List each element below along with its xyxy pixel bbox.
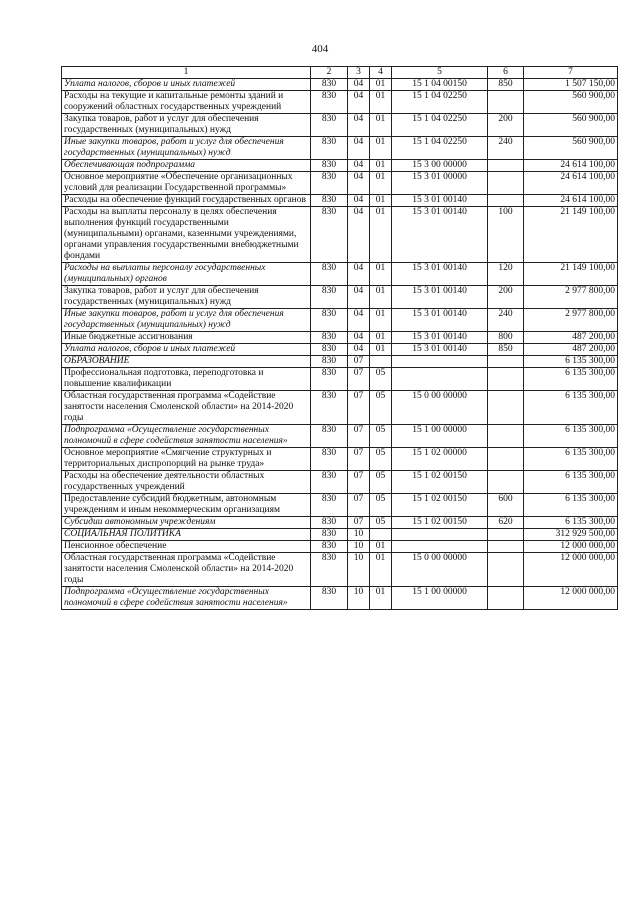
row-target-code <box>392 356 488 368</box>
row-grbs: 830 <box>311 368 348 391</box>
table-row <box>62 471 618 494</box>
table-row <box>62 356 618 368</box>
row-expense-type <box>488 471 524 494</box>
row-target-code: 15 3 01 00140 <box>392 344 488 356</box>
row-expense-type <box>488 425 524 448</box>
row-razdel: 04 <box>348 344 370 356</box>
table-row <box>62 114 618 137</box>
row-name: ОБРАЗОВАНИЕ <box>62 356 311 368</box>
row-podrazdel <box>370 529 392 541</box>
row-target-code <box>392 541 488 553</box>
budget-table <box>61 66 618 610</box>
row-podrazdel: 01 <box>370 195 392 207</box>
row-name: Субсидии автономным учреждениям <box>62 517 311 529</box>
row-razdel: 04 <box>348 91 370 114</box>
row-razdel: 04 <box>348 332 370 344</box>
row-podrazdel: 05 <box>370 425 392 448</box>
row-name: Закупка товаров, работ и услуг для обеспечения государственных (муниципальных) нужд <box>62 286 311 309</box>
row-name: Областная государственная программа «Содействие занятости населения Смоленской области» на 2014-2020 годы <box>62 391 311 425</box>
header-col-4: 4 <box>370 67 392 79</box>
row-razdel: 04 <box>348 263 370 286</box>
row-name: Подпрограмма «Осуществление государственных полномочий в сфере содействия занятости населения» <box>62 587 311 610</box>
row-expense-type: 600 <box>488 494 524 517</box>
row-expense-type <box>488 356 524 368</box>
row-grbs: 830 <box>311 529 348 541</box>
row-expense-type <box>488 529 524 541</box>
row-amount: 6 135 300,00 <box>524 448 618 471</box>
row-expense-type: 200 <box>488 114 524 137</box>
row-podrazdel: 01 <box>370 263 392 286</box>
row-amount: 12 000 000,00 <box>524 541 618 553</box>
row-amount: 6 135 300,00 <box>524 368 618 391</box>
row-podrazdel: 01 <box>370 332 392 344</box>
row-podrazdel: 05 <box>370 368 392 391</box>
row-amount: 487 200,00 <box>524 344 618 356</box>
row-grbs: 830 <box>311 79 348 91</box>
row-amount: 560 900,00 <box>524 114 618 137</box>
row-podrazdel: 01 <box>370 79 392 91</box>
row-amount: 6 135 300,00 <box>524 356 618 368</box>
row-podrazdel: 01 <box>370 137 392 160</box>
row-name: СОЦИАЛЬНАЯ ПОЛИТИКА <box>62 529 311 541</box>
row-podrazdel: 01 <box>370 553 392 587</box>
row-target-code: 15 1 00 00000 <box>392 425 488 448</box>
row-grbs: 830 <box>311 172 348 195</box>
table-row <box>62 587 618 610</box>
row-razdel: 10 <box>348 553 370 587</box>
row-podrazdel: 01 <box>370 160 392 172</box>
table-row <box>62 517 618 529</box>
row-name: Подпрограмма «Осуществление государственных полномочий в сфере содействия занятости населения» <box>62 425 311 448</box>
row-razdel: 07 <box>348 356 370 368</box>
row-razdel: 04 <box>348 207 370 263</box>
row-expense-type <box>488 553 524 587</box>
table-row <box>62 160 618 172</box>
header-col-2: 2 <box>311 67 348 79</box>
row-target-code: 15 3 00 00000 <box>392 160 488 172</box>
row-name: Расходы на обеспечение функций государственных органов <box>62 195 311 207</box>
row-expense-type <box>488 587 524 610</box>
header-col-6: 6 <box>488 67 524 79</box>
table-row <box>62 263 618 286</box>
row-razdel: 04 <box>348 137 370 160</box>
row-name: Расходы на обеспечение деятельности областных государственных учреждений <box>62 471 311 494</box>
row-target-code: 15 1 04 00150 <box>392 79 488 91</box>
row-target-code: 15 1 04 02250 <box>392 137 488 160</box>
row-grbs: 830 <box>311 587 348 610</box>
row-razdel: 04 <box>348 309 370 332</box>
row-name: Профессиональная подготовка, переподготовка и повышение квалификации <box>62 368 311 391</box>
row-grbs: 830 <box>311 471 348 494</box>
table-row <box>62 79 618 91</box>
row-amount: 312 929 500,00 <box>524 529 618 541</box>
row-grbs: 830 <box>311 448 348 471</box>
row-expense-type: 620 <box>488 517 524 529</box>
row-name: Расходы на текущие и капитальные ремонты зданий и сооружений областных государственных учреждений <box>62 91 311 114</box>
row-name: Областная государственная программа «Содействие занятости населения Смоленской области» на 2014-2020 годы <box>62 553 311 587</box>
row-expense-type <box>488 541 524 553</box>
row-target-code <box>392 368 488 391</box>
table-row <box>62 172 618 195</box>
row-amount: 21 149 100,00 <box>524 207 618 263</box>
row-grbs: 830 <box>311 286 348 309</box>
row-target-code: 15 1 02 00000 <box>392 448 488 471</box>
table-row <box>62 553 618 587</box>
table-row <box>62 529 618 541</box>
row-razdel: 07 <box>348 471 370 494</box>
row-amount: 12 000 000,00 <box>524 587 618 610</box>
row-target-code: 15 0 00 00000 <box>392 553 488 587</box>
table-row <box>62 195 618 207</box>
row-target-code: 15 3 01 00140 <box>392 309 488 332</box>
row-amount: 24 614 100,00 <box>524 195 618 207</box>
row-amount: 6 135 300,00 <box>524 425 618 448</box>
row-grbs: 830 <box>311 356 348 368</box>
row-name: Обеспечивающая подпрограмма <box>62 160 311 172</box>
row-target-code: 15 1 04 02250 <box>392 114 488 137</box>
row-expense-type <box>488 91 524 114</box>
row-amount: 487 200,00 <box>524 332 618 344</box>
row-grbs: 830 <box>311 207 348 263</box>
row-name: Расходы на выплаты персоналу государственных (муниципальных) органов <box>62 263 311 286</box>
row-podrazdel: 05 <box>370 391 392 425</box>
row-grbs: 830 <box>311 114 348 137</box>
row-grbs: 830 <box>311 332 348 344</box>
row-razdel: 10 <box>348 587 370 610</box>
row-expense-type: 800 <box>488 332 524 344</box>
row-expense-type <box>488 160 524 172</box>
row-razdel: 04 <box>348 172 370 195</box>
table-row <box>62 448 618 471</box>
row-grbs: 830 <box>311 391 348 425</box>
row-target-code: 15 1 02 00150 <box>392 517 488 529</box>
row-grbs: 830 <box>311 263 348 286</box>
table-row <box>62 309 618 332</box>
row-expense-type <box>488 368 524 391</box>
row-podrazdel: 05 <box>370 471 392 494</box>
row-grbs: 830 <box>311 553 348 587</box>
row-amount: 21 149 100,00 <box>524 263 618 286</box>
header-col-1: 1 <box>62 67 311 79</box>
table-row <box>62 541 618 553</box>
header-col-3: 3 <box>348 67 370 79</box>
row-target-code: 15 3 01 00140 <box>392 263 488 286</box>
row-grbs: 830 <box>311 517 348 529</box>
row-grbs: 830 <box>311 195 348 207</box>
row-razdel: 07 <box>348 368 370 391</box>
row-grbs: 830 <box>311 91 348 114</box>
row-expense-type <box>488 172 524 195</box>
row-razdel: 10 <box>348 529 370 541</box>
row-razdel: 04 <box>348 114 370 137</box>
row-amount: 24 614 100,00 <box>524 172 618 195</box>
row-name: Уплата налогов, сборов и иных платежей <box>62 79 311 91</box>
row-target-code: 15 1 04 02250 <box>392 91 488 114</box>
row-podrazdel: 01 <box>370 309 392 332</box>
row-target-code: 15 1 00 00000 <box>392 587 488 610</box>
row-podrazdel: 01 <box>370 114 392 137</box>
table-row <box>62 425 618 448</box>
table-row <box>62 137 618 160</box>
row-grbs: 830 <box>311 425 348 448</box>
table-row <box>62 368 618 391</box>
header-col-5: 5 <box>392 67 488 79</box>
row-podrazdel: 01 <box>370 286 392 309</box>
row-name: Основное мероприятие «Смягчение структурных и территориальных диспропорций на рынке труда» <box>62 448 311 471</box>
row-expense-type: 120 <box>488 263 524 286</box>
row-podrazdel: 01 <box>370 587 392 610</box>
row-amount: 2 977 800,00 <box>524 286 618 309</box>
row-expense-type: 240 <box>488 137 524 160</box>
row-amount: 1 507 150,00 <box>524 79 618 91</box>
row-podrazdel <box>370 356 392 368</box>
row-podrazdel: 05 <box>370 517 392 529</box>
row-expense-type <box>488 391 524 425</box>
header-col-7: 7 <box>524 67 618 79</box>
row-podrazdel: 01 <box>370 91 392 114</box>
row-name: Пенсионное обеспечение <box>62 541 311 553</box>
row-target-code: 15 1 02 00150 <box>392 494 488 517</box>
table-row <box>62 286 618 309</box>
row-podrazdel: 05 <box>370 448 392 471</box>
row-grbs: 830 <box>311 160 348 172</box>
row-target-code: 15 3 01 00140 <box>392 286 488 309</box>
row-name: Иные закупки товаров, работ и услуг для обеспечения государственных (муниципальных) нужд <box>62 309 311 332</box>
row-amount: 560 900,00 <box>524 137 618 160</box>
row-amount: 560 900,00 <box>524 91 618 114</box>
row-expense-type: 850 <box>488 79 524 91</box>
row-name: Иные бюджетные ассигнования <box>62 332 311 344</box>
table-row <box>62 391 618 425</box>
row-podrazdel: 01 <box>370 344 392 356</box>
row-podrazdel: 05 <box>370 494 392 517</box>
row-amount: 6 135 300,00 <box>524 494 618 517</box>
header-row <box>62 67 618 79</box>
row-target-code: 15 3 01 00140 <box>392 332 488 344</box>
row-name: Расходы на выплаты персоналу в целях обеспечения выполнения функций государственными (муниципальными) органами, казенными учреждениями, органами управления государственными внебюджетными фондами <box>62 207 311 263</box>
row-amount: 6 135 300,00 <box>524 517 618 529</box>
row-name: Предоставление субсидий бюджетным, автономным учреждениям и иным некоммерческим организациям <box>62 494 311 517</box>
row-expense-type: 240 <box>488 309 524 332</box>
row-razdel: 04 <box>348 160 370 172</box>
row-target-code: 15 0 00 00000 <box>392 391 488 425</box>
row-expense-type <box>488 195 524 207</box>
row-grbs: 830 <box>311 344 348 356</box>
row-podrazdel: 01 <box>370 172 392 195</box>
row-target-code: 15 3 01 00000 <box>392 172 488 195</box>
row-expense-type <box>488 448 524 471</box>
row-name: Закупка товаров, работ и услуг для обеспечения государственных (муниципальных) нужд <box>62 114 311 137</box>
row-target-code: 15 1 02 00150 <box>392 471 488 494</box>
row-amount: 6 135 300,00 <box>524 471 618 494</box>
page-number: 404 <box>311 43 329 55</box>
row-amount: 12 000 000,00 <box>524 553 618 587</box>
row-amount: 2 977 800,00 <box>524 309 618 332</box>
row-grbs: 830 <box>311 137 348 160</box>
row-name: Уплата налогов, сборов и иных платежей <box>62 344 311 356</box>
row-grbs: 830 <box>311 309 348 332</box>
row-razdel: 07 <box>348 494 370 517</box>
table-row <box>62 344 618 356</box>
row-razdel: 07 <box>348 448 370 471</box>
row-amount: 6 135 300,00 <box>524 391 618 425</box>
row-name: Основное мероприятие «Обеспечение организационных условий для реализации Государственной программы» <box>62 172 311 195</box>
row-amount: 24 614 100,00 <box>524 160 618 172</box>
row-target-code <box>392 529 488 541</box>
row-razdel: 04 <box>348 79 370 91</box>
row-razdel: 07 <box>348 425 370 448</box>
row-razdel: 10 <box>348 541 370 553</box>
row-target-code: 15 3 01 00140 <box>392 207 488 263</box>
row-expense-type: 200 <box>488 286 524 309</box>
row-name: Иные закупки товаров, работ и услуг для обеспечения государственных (муниципальных) нужд <box>62 137 311 160</box>
row-razdel: 04 <box>348 195 370 207</box>
row-razdel: 07 <box>348 391 370 425</box>
row-razdel: 04 <box>348 286 370 309</box>
table-row <box>62 91 618 114</box>
row-razdel: 07 <box>348 517 370 529</box>
row-podrazdel: 01 <box>370 541 392 553</box>
table-row <box>62 494 618 517</box>
table-row <box>62 207 618 263</box>
row-expense-type: 850 <box>488 344 524 356</box>
table-body <box>62 79 618 610</box>
row-expense-type: 100 <box>488 207 524 263</box>
row-target-code: 15 3 01 00140 <box>392 195 488 207</box>
table-row <box>62 332 618 344</box>
row-grbs: 830 <box>311 541 348 553</box>
row-podrazdel: 01 <box>370 207 392 263</box>
row-grbs: 830 <box>311 494 348 517</box>
